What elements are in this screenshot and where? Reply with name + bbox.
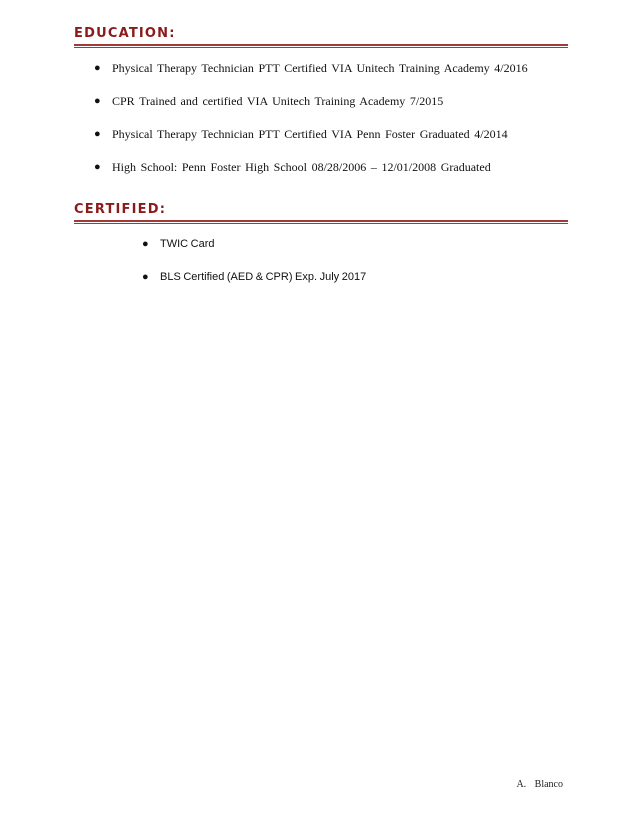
certified-section — [74, 202, 568, 302]
list-item — [142, 269, 568, 285]
bullet-icon: ● — [94, 95, 101, 107]
list-item — [94, 93, 568, 109]
list-item — [94, 126, 568, 142]
bullet-icon: ● — [94, 62, 101, 74]
certified-heading: CERTIFIED: — [74, 202, 167, 217]
list-item — [94, 60, 568, 76]
list-item — [94, 159, 568, 175]
education-list — [74, 60, 568, 175]
footer-author: A. Blanco — [516, 779, 563, 790]
education-item-text: Physical Therapy Technician PTT Certified VIA Unitech Training Academy 4/2016 — [112, 61, 528, 75]
bullet-icon: ● — [94, 161, 101, 173]
bullet-icon: ● — [142, 238, 149, 250]
certified-divider — [74, 220, 568, 224]
bullet-icon: ● — [142, 271, 149, 283]
certified-item-text: TWIC Card — [160, 238, 215, 250]
education-divider — [74, 44, 568, 48]
certified-item-text: BLS Certified (AED & CPR) Exp. July 2017 — [160, 271, 367, 283]
education-item-text: High School: Penn Foster High School 08/28/2006 – 12/01/2008 Graduated — [112, 160, 491, 174]
certified-list — [74, 236, 568, 285]
education-heading: EDUCATION: — [74, 26, 176, 41]
education-item-text: Physical Therapy Technician PTT Certified VIA Penn Foster Graduated 4/2014 — [112, 127, 508, 141]
bullet-icon: ● — [94, 128, 101, 140]
education-item-text: CPR Trained and certified VIA Unitech Training Academy 7/2015 — [112, 94, 444, 108]
list-item — [142, 236, 568, 252]
education-section — [74, 26, 568, 192]
